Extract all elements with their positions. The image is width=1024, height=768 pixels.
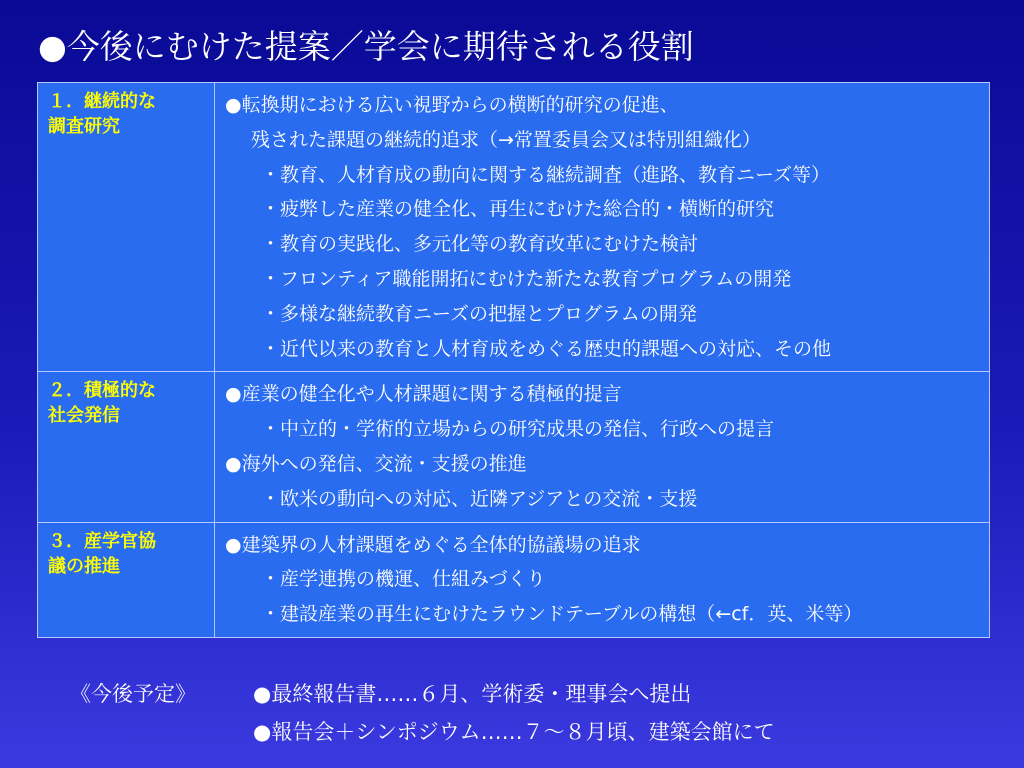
schedule-label: 《今後予定》 <box>70 682 196 706</box>
list-item: ・フロンティア職能開拓にむけた新たな教育プログラムの開発 <box>261 267 792 290</box>
list-item: ・欧米の動向への対応、近隣アジアとの交流・支援 <box>261 487 698 510</box>
table-row <box>38 522 990 637</box>
list-item: ・教育の実践化、多元化等の教育改革にむけた検討 <box>261 233 699 256</box>
schedule-section <box>70 675 970 751</box>
schedule-row <box>70 713 970 751</box>
schedule-item: ●報告会＋シンポジウム……７～８月頃、建築会館にて <box>253 720 775 744</box>
list-item: ・建設産業の再生にむけたラウンドテーブルの構想（←cf．英、米等） <box>261 603 863 626</box>
list-item: ・疲弊した産業の健全化、再生にむけた総合的・横断的研究 <box>261 198 775 221</box>
category-label: １．継続的な 調査研究 <box>38 83 215 372</box>
list-item: ・近代以来の教育と人材育成をめぐる歴史的課題への対応、その他 <box>261 337 832 360</box>
slide-title: ●今後にむけた提案／学会に期待される役割 <box>38 27 694 66</box>
list-item: ・多様な継続教育ニーズの把握とプログラムの開発 <box>261 302 697 325</box>
category-label: ３．産学官協 議の推進 <box>38 522 215 637</box>
list-item: 残された課題の継続的追求（→常置委員会又は特別組織化） <box>251 128 761 151</box>
items-cell <box>215 372 990 522</box>
table-row <box>38 372 990 522</box>
list-item: ●建築界の人材課題をめぐる全体的協議場の追求 <box>225 533 641 556</box>
schedule-row <box>70 675 970 713</box>
list-item: ・産学連携の機運、仕組みづくり <box>261 568 546 591</box>
items-cell <box>215 522 990 637</box>
list-item: ・教育、人材育成の動向に関する継続調査（進路、教育ニーズ等） <box>261 163 831 186</box>
table-row <box>38 83 990 372</box>
items-cell <box>215 83 990 372</box>
list-item: ●転換期における広い視野からの横断的研究の促進、 <box>225 94 679 116</box>
schedule-item: ●最終報告書……６月、学術委・理事会へ提出 <box>253 682 692 706</box>
list-item: ●海外への発信、交流・支援の推進 <box>225 452 527 475</box>
list-item: ●産業の健全化や人材課題に関する積極的提言 <box>225 383 622 406</box>
proposal-table <box>37 82 990 638</box>
list-item: ・中立的・学術的立場からの研究成果の発信、行政への提言 <box>261 418 775 441</box>
category-label: ２．積極的な 社会発信 <box>38 372 215 522</box>
